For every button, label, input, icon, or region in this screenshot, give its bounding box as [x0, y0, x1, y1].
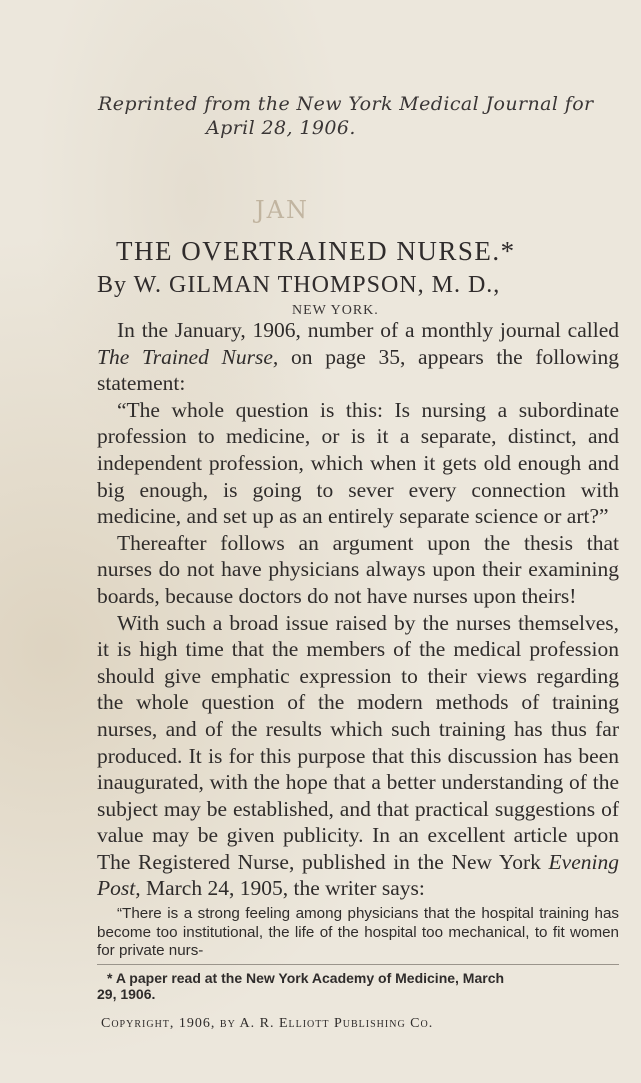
reprint-line-2: April 28, 1906.: [206, 117, 356, 139]
paragraph-1: In the January, 1906, number of a monthly journal called The Trained Nurse, on page 35, appears the following statement:: [97, 318, 619, 396]
article-title: THE OVERTRAINED NURSE.*: [116, 236, 516, 266]
faded-stamp: JAN: [255, 196, 309, 224]
newspaper-name: Evening Post,: [97, 849, 619, 901]
journal-name: The Trained Nurse,: [97, 344, 279, 369]
author-location: NEW YORK.: [292, 303, 379, 318]
copyright-notice: Copyright, 1906, by A. R. Elliott Publishing Co.: [101, 1016, 434, 1031]
footnote: [97, 970, 619, 1002]
reprint-notice: [98, 92, 628, 140]
paragraph-2: “The whole question is this: Is nursing a subordinate profession to medicine, or is it a separate, distinct, and independent profession, which when it gets old enough and big enough, is going to sever every connection with medicine, and set up as an entirely separate science or art?”: [97, 397, 619, 529]
reprint-line-1: Reprinted from the New York Medical Journal for: [98, 93, 594, 115]
paragraph-3: Thereafter follows an argument upon the thesis that nurses do not have physicians always upon their examining boards, because doctors do not have nurses upon theirs!: [97, 530, 619, 608]
article-byline: By W. GILMAN THOMPSON, M. D.,: [97, 272, 501, 298]
article-body: [97, 317, 619, 902]
quote-text: “There is a strong feeling among physicians that the hospital training has become too institutional, the life of the hospital too mechanical, to fit women for private nurs-: [97, 905, 619, 960]
quoted-passage: [97, 905, 619, 961]
footnote-line-2: 29, 1906.: [97, 986, 156, 1002]
footnote-line-1: * A paper read at the New York Academy of Medicine, March: [107, 970, 505, 986]
paragraph-4: With such a broad issue raised by the nurses themselves, it is high time that the members of the medical profession should give emphatic expression to their views regarding the whole question of the modern methods of training nurses, and of the results which such training has thus far produced. It is for this purpose that this discussion has been inaugurated, with the hope that a better understanding of the subject may be established, and that practical suggestions of value may be given publicity. In an excellent article upon The Registered Nurse, published in the New York Evening Post, March 24, 1905, the writer says:: [97, 610, 619, 901]
footnote-divider: [97, 964, 619, 965]
